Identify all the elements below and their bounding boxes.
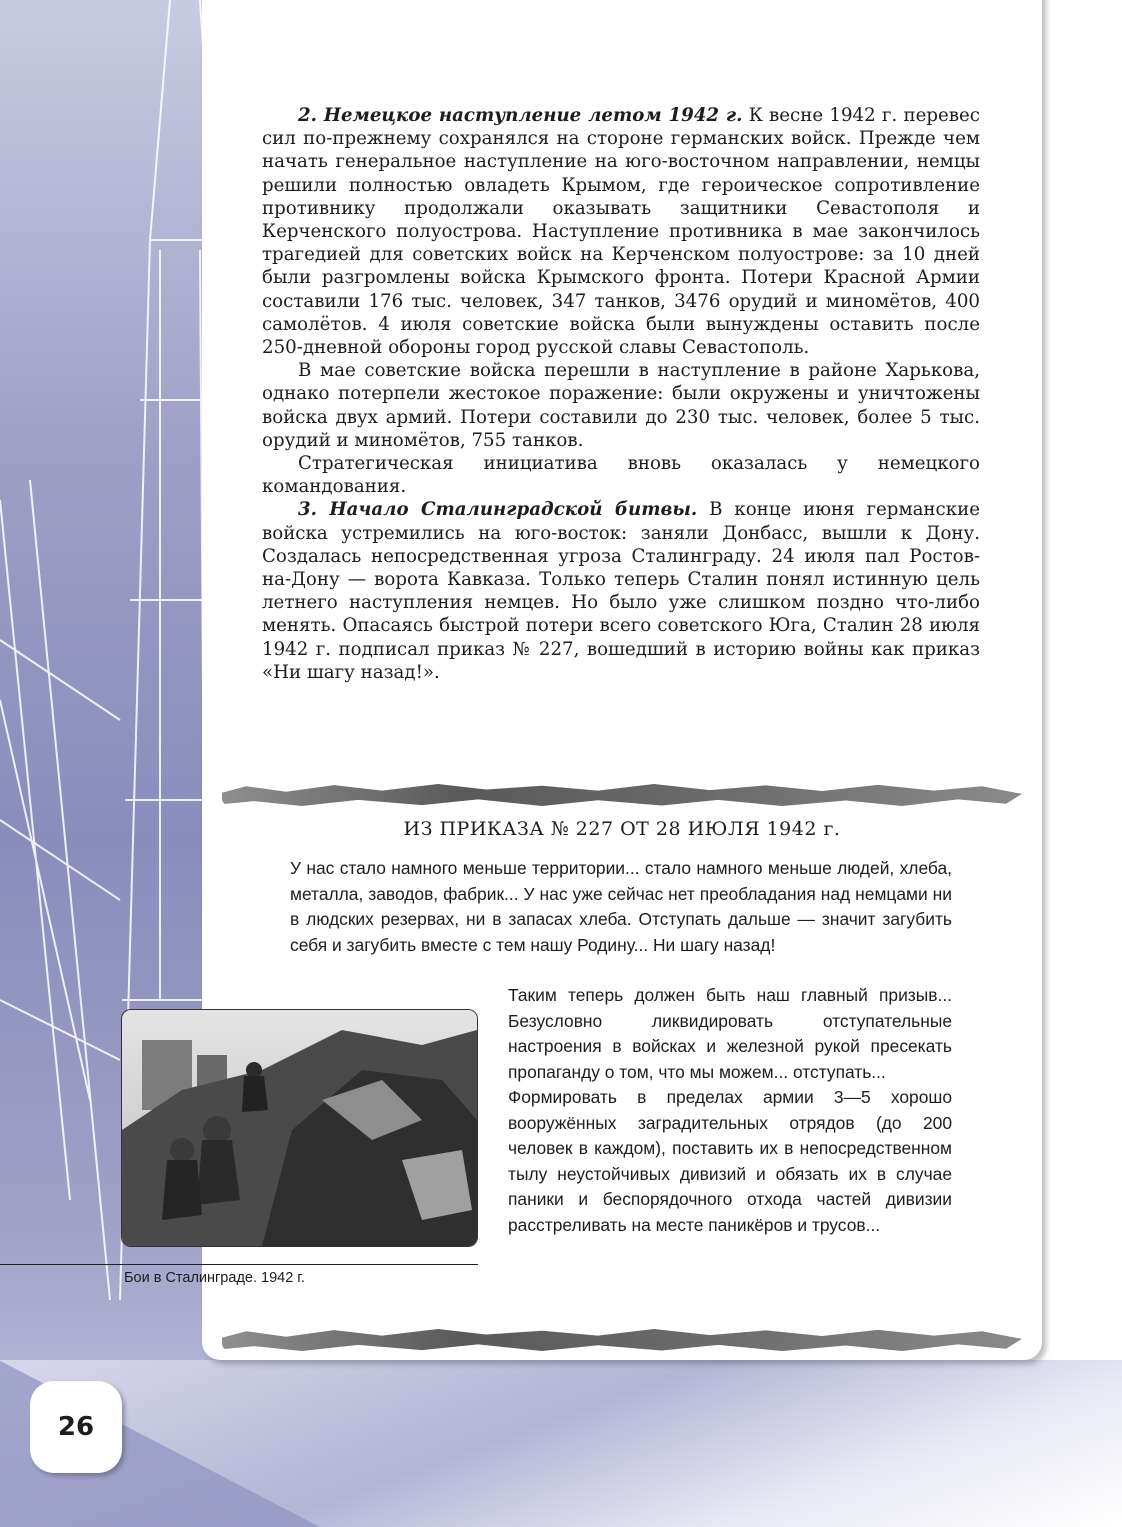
section-2-paragraph: 2. Немецкое наступление летом 1942 г. К весне 1942 г. перевес сил по-прежнему сохранялся на стороне германских войск. Прежде чем начать генеральное наступление на юго-восточном направлении, немцы решили полностью овладеть Крымом, где героическое сопротивление противнику продолжали оказывать защитники Севастополя и Керченского полуострова. Наступление противника в мае закончилось трагедией для советских войск на Керченском полуострове: за 10 дней были разгромлены войска Крымского фронта. Потери Красной Армии составили 176 тыс. человек, 347 танков, 3476 орудий и миномётов, 400 самолётов. 4 июля советские войска были вынуждены оставить после 250-дневной обороны город русской славы Севастополь. [262,105,980,359]
paragraph-initiative: Стратегическая инициатива вновь оказалась у немецкого командования. [262,453,980,498]
caption-divider [0,1264,478,1265]
section-3-paragraph: 3. Начало Сталинградской битвы. В конце июня германские войска устремились на юго-восток: заняли Донбасс, вышли к Дону. Создалась непосредственная угроза Сталинграду. 24 июля пал Ростов-на-Дону — ворота Кавказа. Только теперь Сталин понял истинную цель летнего наступления немцев. Но было уже слишком поздно что-либо менять. Опасаясь быстрой потери всего советского Юга, Сталин 28 июля 1942 г. подписал приказ № 227, вошедший в историю войны как приказ «Ни шагу назад!». [262,499,980,683]
document-text-right-2: Формировать в пределах армии 3—5 хорошо вооружённых заградительных отрядов (до 200 человек в каждом), поставить их в непосредственном тылу неустойчивых дивизий и обязать их в случае паники и беспорядочного отхода частей дивизии расстреливать на месте паникёров и трусов... [508,1087,952,1235]
photo-caption: Бои в Сталинграде. 1942 г. [124,1270,305,1286]
document-text-right [508,983,952,1238]
stalingrad-battle-photo [121,1009,478,1247]
paragraph-kharkov: В мае советские войска перешли в наступление в районе Харькова, однако потерпели жестокое поражение: были окружены и уничтожены войска двух армий. Потери составили до 230 тыс. человек, более 5 тыс. орудий и миномётов, 755 танков. [262,360,980,451]
document-text-right-1: Таким теперь должен быть наш главный призыв... Безусловно ликвидировать отступательные настроения в войсках и железной рукой пресекать пропаганду о том, что мы можем... отступать... [508,985,952,1082]
document-title: ИЗ ПРИКАЗА № 227 ОТ 28 ИЮЛЯ 1942 г. [403,818,841,840]
section-2-heading: 2. Немецкое наступление летом 1942 г. [298,105,743,126]
document-text-top: У нас стало намного меньше территории... стало намного меньше людей, хлеба, металла, заводов, фабрик... У нас уже сейчас нет преобладания над немцами ни в людских резервах, ни в запасах хлеба. Отступать дальше — значит загубить себя и загубить вместе с тем нашу Родину... Ни шагу назад! [290,858,952,955]
main-text-block [262,104,980,684]
section-3-heading: 3. Начало Сталинградской битвы. [298,499,698,521]
page-number: 26 [30,1381,122,1473]
